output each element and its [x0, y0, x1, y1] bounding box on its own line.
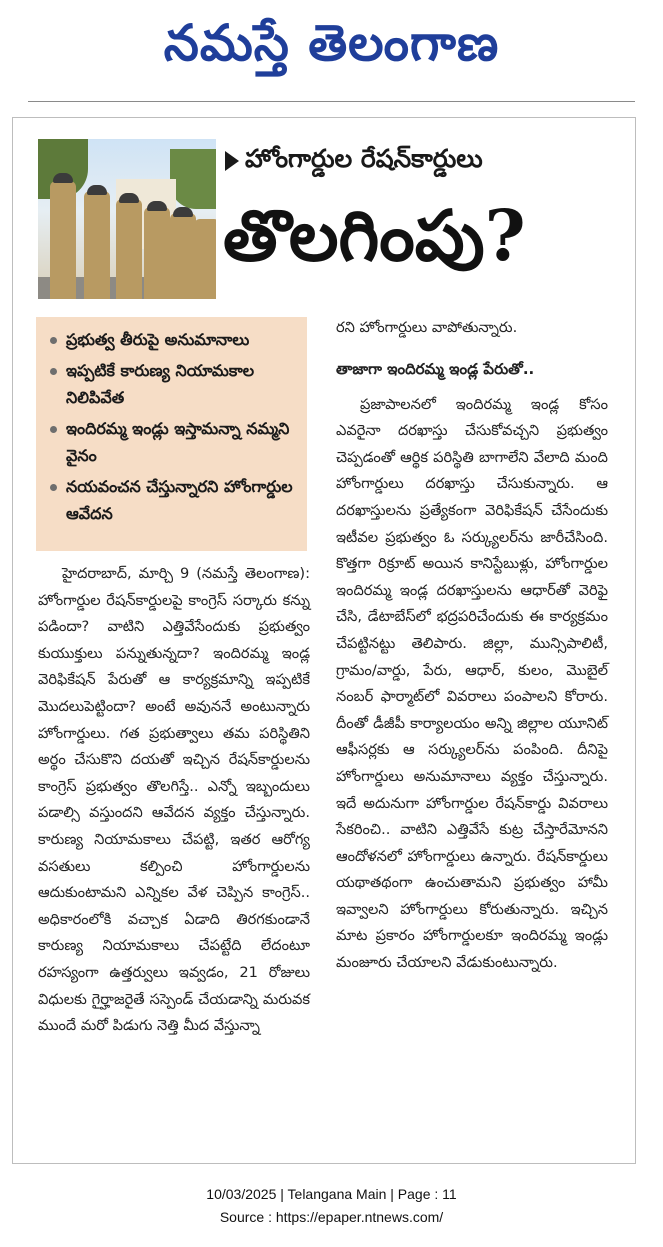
news-article — [12, 117, 636, 1164]
body-paragraph: ప్రజాపాలనలో ఇందిరమ్మ ఇండ్ల కోసం ఎవరైనా దరఖాస్తు చేసుకోవచ్చని ప్రభుత్వం చెప్పడంతో ఆర్థిక పరిస్థితి బాగాలేని వేలాది మంది హోంగార్డులు దరఖాస్తు చేసుకున్నారు. ఆ దరఖాస్తులను ప్రత్యేకంగా వెరిఫికేషన్ చేసేందుకు ఇటీవల ప్రభుత్వం ఓ సర్క్యులర్‌ను జారీచేసింది. కొత్తగా రిక్రూట్ అయిన కానిస్టేబుళ్లు, హోంగార్డుల ఇందిరమ్మ ఇండ్ల దరఖాస్తులను ఆధార్‌తో వెరిఫై చేసి, డేటాబేస్‌లో భద్రపరిచేందుకు ఈ కార్యక్రమం చేపట్టినట్టు తెలిపారు. జిల్లా, మున్సిపాలిటీ, గ్రామం/వార్డు, పేరు, ఆధార్, కులం, మొబైల్ నంబర్ ఫార్మాట్‌లో వివరాలు పంపాలని కోరారు. దీంతో డీజీపీ కార్యాలయం అన్ని జిల్లాల యూనిట్ ఆఫీసర్లకు ఆ సర్క్యులర్‌ను పంపింది. దీనిపై హోంగార్డులు అనుమానాలు వ్యక్తం చేస్తున్నారు. ఇదే అదునుగా హోంగార్డుల రేషన్‌కార్డు వివరాలు సేకరించి.. వాటిని ఎత్తివేసే కుట్ర చేస్తారేమోనని ఆందోళనలో హోంగార్డులు ఉన్నారు. రేషన్‌కార్డులు యథాతథంగా ఉంచుతామని ప్రభుత్వం హామీ ఇవ్వాలని హోంగార్డులు కోరుతున్నారు. ఇచ్చిన మాట ప్రకారం హోంగార్డులకూ ఇందిరమ్మ ఇండ్లు మంజూరు చేయాలని వేడుకుంటున్నారు. — [336, 395, 608, 972]
photo-guard-cap — [53, 173, 73, 183]
photo-guard-figure — [116, 199, 142, 299]
article-column-right — [336, 315, 608, 977]
source-link[interactable]: Source : https://epaper.ntnews.com/ — [219, 1209, 444, 1225]
highlight-item: నయవంచన చేస్తున్నారని హోంగార్డుల ఆవేదన — [48, 473, 299, 527]
page-info: 10/03/2025 | Telangana Main | Page : 11 — [206, 1186, 457, 1202]
newspaper-logo: నమస్తే తెలంగాణ — [163, 13, 500, 72]
body-paragraph: హైదరాబాద్, మార్చి 9 (నమస్తే తెలంగాణ): హోంగార్డుల రేషన్‌కార్డులపై కాంగ్రెస్ సర్కారు కన్ను పడిందా? వాటిని ఎత్తివేసేందుకు ప్రభుత్వం కుయుక్తులు పన్నుతున్నదా? ఇందిరమ్మ ఇండ్ల వెరిఫికేషన్ పేరుతో ఆ కార్యక్రమాన్ని ఇప్పటికే మొదలుపెట్టిందా? అంటే అవుననే అంటున్నారు హోంగార్డులు. గత ప్రభుత్వాలు తమ పరిస్థితిని అర్థం చేసుకొని దయతో ఇచ్చిన రేషన్‌కార్డులను కాంగ్రెస్ ప్రభుత్వం తొలగిస్తే.. ఎన్నో ఇబ్బందులు పడాల్సి వస్తుందని ఆవేదన వ్యక్తం చేస్తున్నారు. కారుణ్య నియామకాలు చేపట్టి, ఇతర ఆరోగ్య వసతులు కల్పించి హోంగార్డులను ఆదుకుంటామని ఎన్నికల వేళ చెప్పిన కాంగ్రెస్.. అధికారంలోకి వచ్చాక ఏడాది తిరగకుండానే కారుణ్య నియామకాలు చేపట్టేది లేదంటూ రహస్యంగా ఉత్తర్వులు ఇవ్వడం, 21 రోజులు విధులకు గైర్హాజరైతే సస్పెండ్ చేయడాన్ని మరువక ముందే మరో పిడుగు నెత్తి మీద వేస్తున్నా — [38, 565, 310, 1035]
highlight-item: ఇప్పటికే కారుణ్య నియామకాల నిలిపివేత — [48, 357, 299, 411]
photo-guard-cap — [119, 193, 139, 203]
photo-guard-figure — [84, 191, 110, 299]
highlight-item: ప్రభుత్వ తీరుపై అనుమానాలు — [48, 326, 299, 353]
photo-guard-cap — [87, 185, 107, 195]
photo-guard-figure — [144, 207, 170, 299]
masthead-divider — [28, 101, 635, 102]
masthead — [0, 0, 663, 95]
article-headline: తొలగింపు? — [223, 194, 526, 277]
body-paragraph-continued: రని హోంగార్డులు వాపోతున్నారు. — [336, 319, 518, 336]
photo-guard-cap — [173, 207, 193, 217]
photo-guard-figure — [50, 181, 76, 299]
photo-guard-cap — [147, 201, 167, 211]
photo-guard-figure — [170, 213, 196, 299]
article-column-left — [38, 561, 310, 1040]
photo-guard-figure — [194, 219, 216, 299]
highlights-box — [36, 317, 307, 551]
arrow-right-icon — [225, 151, 239, 171]
highlights-list — [36, 317, 307, 527]
kicker-text: హోంగార్డుల రేషన్‌కార్డులు — [245, 144, 483, 173]
home-guards-photo — [38, 139, 216, 299]
highlight-item: ఇందిరమ్మ ఇండ్లు ఇస్తామన్నా నమ్మని వైనం — [48, 415, 299, 469]
article-kicker — [225, 144, 483, 180]
photo-tree-right — [170, 149, 216, 209]
article-subhead: తాజాగా ఇందిరమ్మ ఇండ్ల పేరుతో.. — [336, 359, 535, 378]
